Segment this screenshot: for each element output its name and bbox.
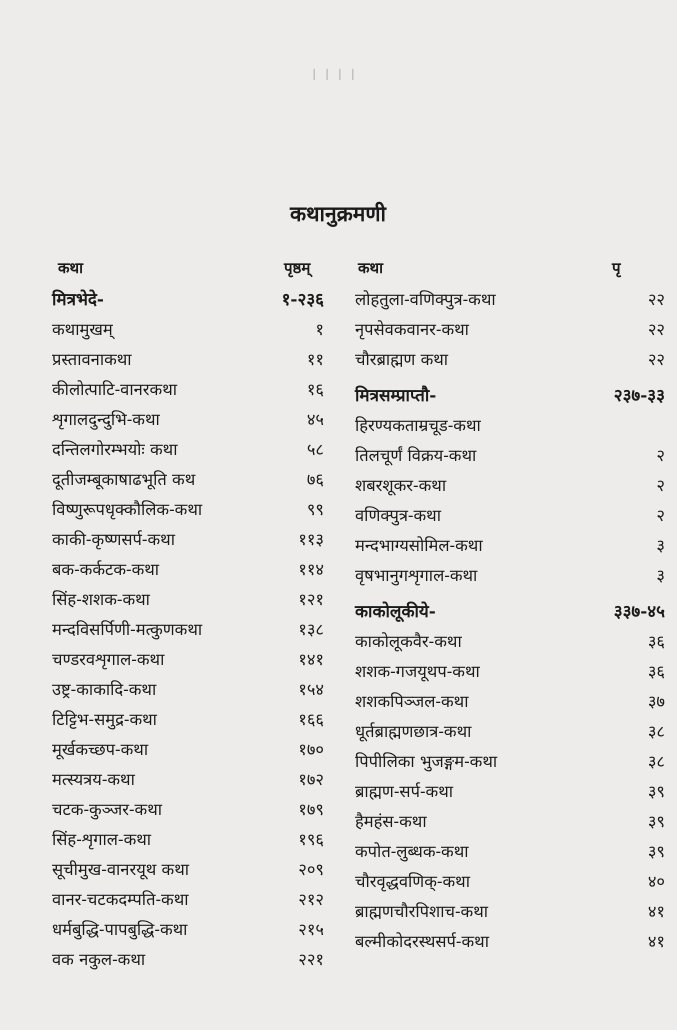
story-title: नृपसेवकवानर-कथा xyxy=(355,320,469,339)
toc-row xyxy=(52,405,324,435)
page-number: २ xyxy=(656,446,665,465)
story-title: टिट्टिभ-समुद्र-कथा xyxy=(52,710,157,729)
toc-row xyxy=(355,285,677,315)
toc-row xyxy=(355,627,677,657)
page-number: २१२ xyxy=(298,890,324,909)
section-title: मित्रसम्प्राप्तौ- xyxy=(355,386,437,406)
story-title: चौरब्राह्मण कथा xyxy=(355,350,449,369)
toc-row xyxy=(52,735,324,765)
toc-row xyxy=(355,471,677,501)
story-title: मत्स्यत्रय-कथा xyxy=(52,770,135,789)
page-number: ३६ xyxy=(647,662,665,681)
page-number: १२१ xyxy=(298,590,324,609)
page-number: १ xyxy=(315,320,324,339)
page-number: २३७-३३ xyxy=(613,386,665,406)
page-number: २ xyxy=(656,476,665,495)
toc-row xyxy=(52,765,324,795)
toc-row xyxy=(355,345,677,375)
story-title: शशकपिञ्जल-कथा xyxy=(355,692,469,711)
section-title: मित्रभेदे- xyxy=(52,290,104,310)
story-title: वृषभानुगशृगाल-कथा xyxy=(355,566,478,585)
toc-row xyxy=(52,645,324,675)
page-number: १९६ xyxy=(298,830,324,849)
story-title: मन्दविसर्पिणी-मत्कुणकथा xyxy=(52,620,203,639)
story-title: धर्मबुद्धि-पापबुद्धि-कथा xyxy=(52,920,188,939)
toc-row xyxy=(52,705,324,735)
story-title: बल्मीकोदरस्थसर्प-कथा xyxy=(355,932,489,951)
page-number: १६ xyxy=(306,380,324,399)
page-number: १७९ xyxy=(298,800,324,819)
story-title: ब्राह्मणचौरपिशाच-कथा xyxy=(355,902,489,921)
toc-row xyxy=(52,495,324,525)
story-title: लोहतुला-वणिक्पुत्र-कथा xyxy=(355,290,496,309)
story-title: धूर्तब्राह्मणछात्र-कथा xyxy=(355,722,472,741)
right-toc-column xyxy=(355,285,677,957)
toc-row xyxy=(52,855,324,885)
story-title: शशक-गजयूथप-कथा xyxy=(355,662,480,681)
toc-row xyxy=(52,945,324,975)
toc-row xyxy=(355,777,677,807)
toc-row xyxy=(52,555,324,585)
right-page-header: पृ xyxy=(612,259,621,277)
page-number: ७६ xyxy=(306,470,324,489)
page-number: ४० xyxy=(647,872,665,891)
toc-section-row xyxy=(355,381,677,411)
toc-row xyxy=(52,915,324,945)
page-number: २२ xyxy=(647,350,665,369)
page-number: ४१ xyxy=(647,932,665,951)
page-number: २२१ xyxy=(298,950,324,969)
page-number: २२ xyxy=(647,320,665,339)
page-number: ३९ xyxy=(647,782,665,801)
story-title: दन्तिलगोरम्भयोः कथा xyxy=(52,440,178,459)
story-title: वक नकुल-कथा xyxy=(52,950,146,969)
toc-row xyxy=(355,561,677,591)
left-toc-column xyxy=(52,285,324,975)
toc-row xyxy=(355,807,677,837)
toc-row xyxy=(52,585,324,615)
toc-row xyxy=(355,531,677,561)
page-title: कथानुक्रमणी xyxy=(290,201,386,226)
page-number: ५८ xyxy=(306,440,324,459)
toc-row xyxy=(52,345,324,375)
page-number: ११३ xyxy=(298,530,324,549)
page-number: ३८ xyxy=(647,722,665,741)
story-title: काकोलूकवैर-कथा xyxy=(355,632,462,651)
toc-row xyxy=(52,465,324,495)
page-number: ३६ xyxy=(647,632,665,651)
page-number: १७० xyxy=(298,740,324,759)
story-title: कीलोत्पाटि-वानरकथा xyxy=(52,380,178,399)
story-title: शबरशूकर-कथा xyxy=(355,476,447,495)
toc-row xyxy=(52,615,324,645)
page-number: ३३७-४५ xyxy=(613,602,665,622)
page-number: ४१ xyxy=(647,902,665,921)
story-title: वानर-चटकदम्पति-कथा xyxy=(52,890,189,909)
toc-row xyxy=(355,867,677,897)
page-number: १६६ xyxy=(298,710,324,729)
page-number: ३ xyxy=(656,536,665,555)
story-title: सिंह-शृगाल-कथा xyxy=(52,830,152,849)
story-title: वणिक्पुत्र-कथा xyxy=(355,506,441,525)
story-title: मन्दभाग्यसोमिल-कथा xyxy=(355,536,483,555)
page-number: २१५ xyxy=(298,920,324,939)
page-number: ९९ xyxy=(306,500,324,519)
page-number: १७२ xyxy=(298,770,324,789)
toc-row xyxy=(52,315,324,345)
page-number: ३ xyxy=(656,566,665,585)
left-name-header: कथा xyxy=(58,259,83,277)
story-title: विष्णुरूपधृक्कौलिक-कथा xyxy=(52,500,203,519)
page-number: ११ xyxy=(306,350,324,369)
toc-row xyxy=(52,435,324,465)
toc-section-row xyxy=(355,597,677,627)
toc-row xyxy=(355,897,677,927)
bleed-through-heading: ।।।। xyxy=(310,64,362,85)
toc-row xyxy=(52,675,324,705)
story-title: तिलचूर्णं विक्रय-कथा xyxy=(355,446,477,465)
toc-row xyxy=(355,717,677,747)
toc-row xyxy=(355,411,677,441)
story-title: ब्राह्मण-सर्प-कथा xyxy=(355,782,454,801)
toc-row xyxy=(355,687,677,717)
toc-row xyxy=(355,315,677,345)
story-title: शृगालदुन्दुभि-कथा xyxy=(52,410,160,429)
page-number: ४५ xyxy=(306,410,324,429)
page-number: १५४ xyxy=(298,680,324,699)
story-title: उष्ट्र-काकादि-कथा xyxy=(52,680,157,699)
toc-row xyxy=(52,525,324,555)
page-number: ३९ xyxy=(647,842,665,861)
toc-row xyxy=(52,795,324,825)
story-title: बक-कर्कटक-कथा xyxy=(52,560,160,579)
story-title: हिरण्यकताम्रचूड-कथा xyxy=(355,416,481,435)
story-title: सूचीमुख-वानरयूथ कथा xyxy=(52,860,190,879)
page-number: २ xyxy=(656,506,665,525)
story-title: काकी-कृष्णसर्प-कथा xyxy=(52,530,175,549)
toc-row xyxy=(52,375,324,405)
story-title: पिपीलिका भुजङ्गम-कथा xyxy=(355,752,498,771)
toc-row xyxy=(355,927,677,957)
left-page-header: पृष्ठम् xyxy=(284,259,311,277)
page-number: १३८ xyxy=(298,620,324,639)
toc-row xyxy=(355,501,677,531)
story-title: कथामुखम् xyxy=(52,320,113,339)
story-title: चौरवृद्धवणिक्-कथा xyxy=(355,872,470,891)
page-number: २२ xyxy=(647,290,665,309)
toc-row xyxy=(355,837,677,867)
story-title: हैमहंस-कथा xyxy=(355,812,427,831)
right-name-header: कथा xyxy=(358,259,383,277)
story-title: कपोत-लुब्धक-कथा xyxy=(355,842,469,861)
toc-row xyxy=(52,825,324,855)
toc-row xyxy=(52,885,324,915)
story-title: सिंह-शशक-कथा xyxy=(52,590,150,609)
section-title: काकोलूकीये- xyxy=(355,602,436,622)
story-title: प्रस्तावनाकथा xyxy=(52,350,132,369)
page-number: २०९ xyxy=(298,860,324,879)
story-title: दूतीजम्बूकाषाढभूति कथ xyxy=(52,470,196,489)
page-number: ३८ xyxy=(647,752,665,771)
page-number: १-२३६ xyxy=(281,290,324,310)
page-number: ३९ xyxy=(647,812,665,831)
story-title: चटक-कुञ्जर-कथा xyxy=(52,800,163,819)
story-title: चण्डरवशृगाल-कथा xyxy=(52,650,165,669)
page-number: १४१ xyxy=(298,650,324,669)
story-title: मूर्खकच्छप-कथा xyxy=(52,740,149,759)
page-number: ११४ xyxy=(298,560,324,579)
toc-row xyxy=(355,441,677,471)
toc-row xyxy=(355,747,677,777)
toc-row xyxy=(355,657,677,687)
toc-section-row xyxy=(52,285,324,315)
page-number: ३७ xyxy=(647,692,665,711)
